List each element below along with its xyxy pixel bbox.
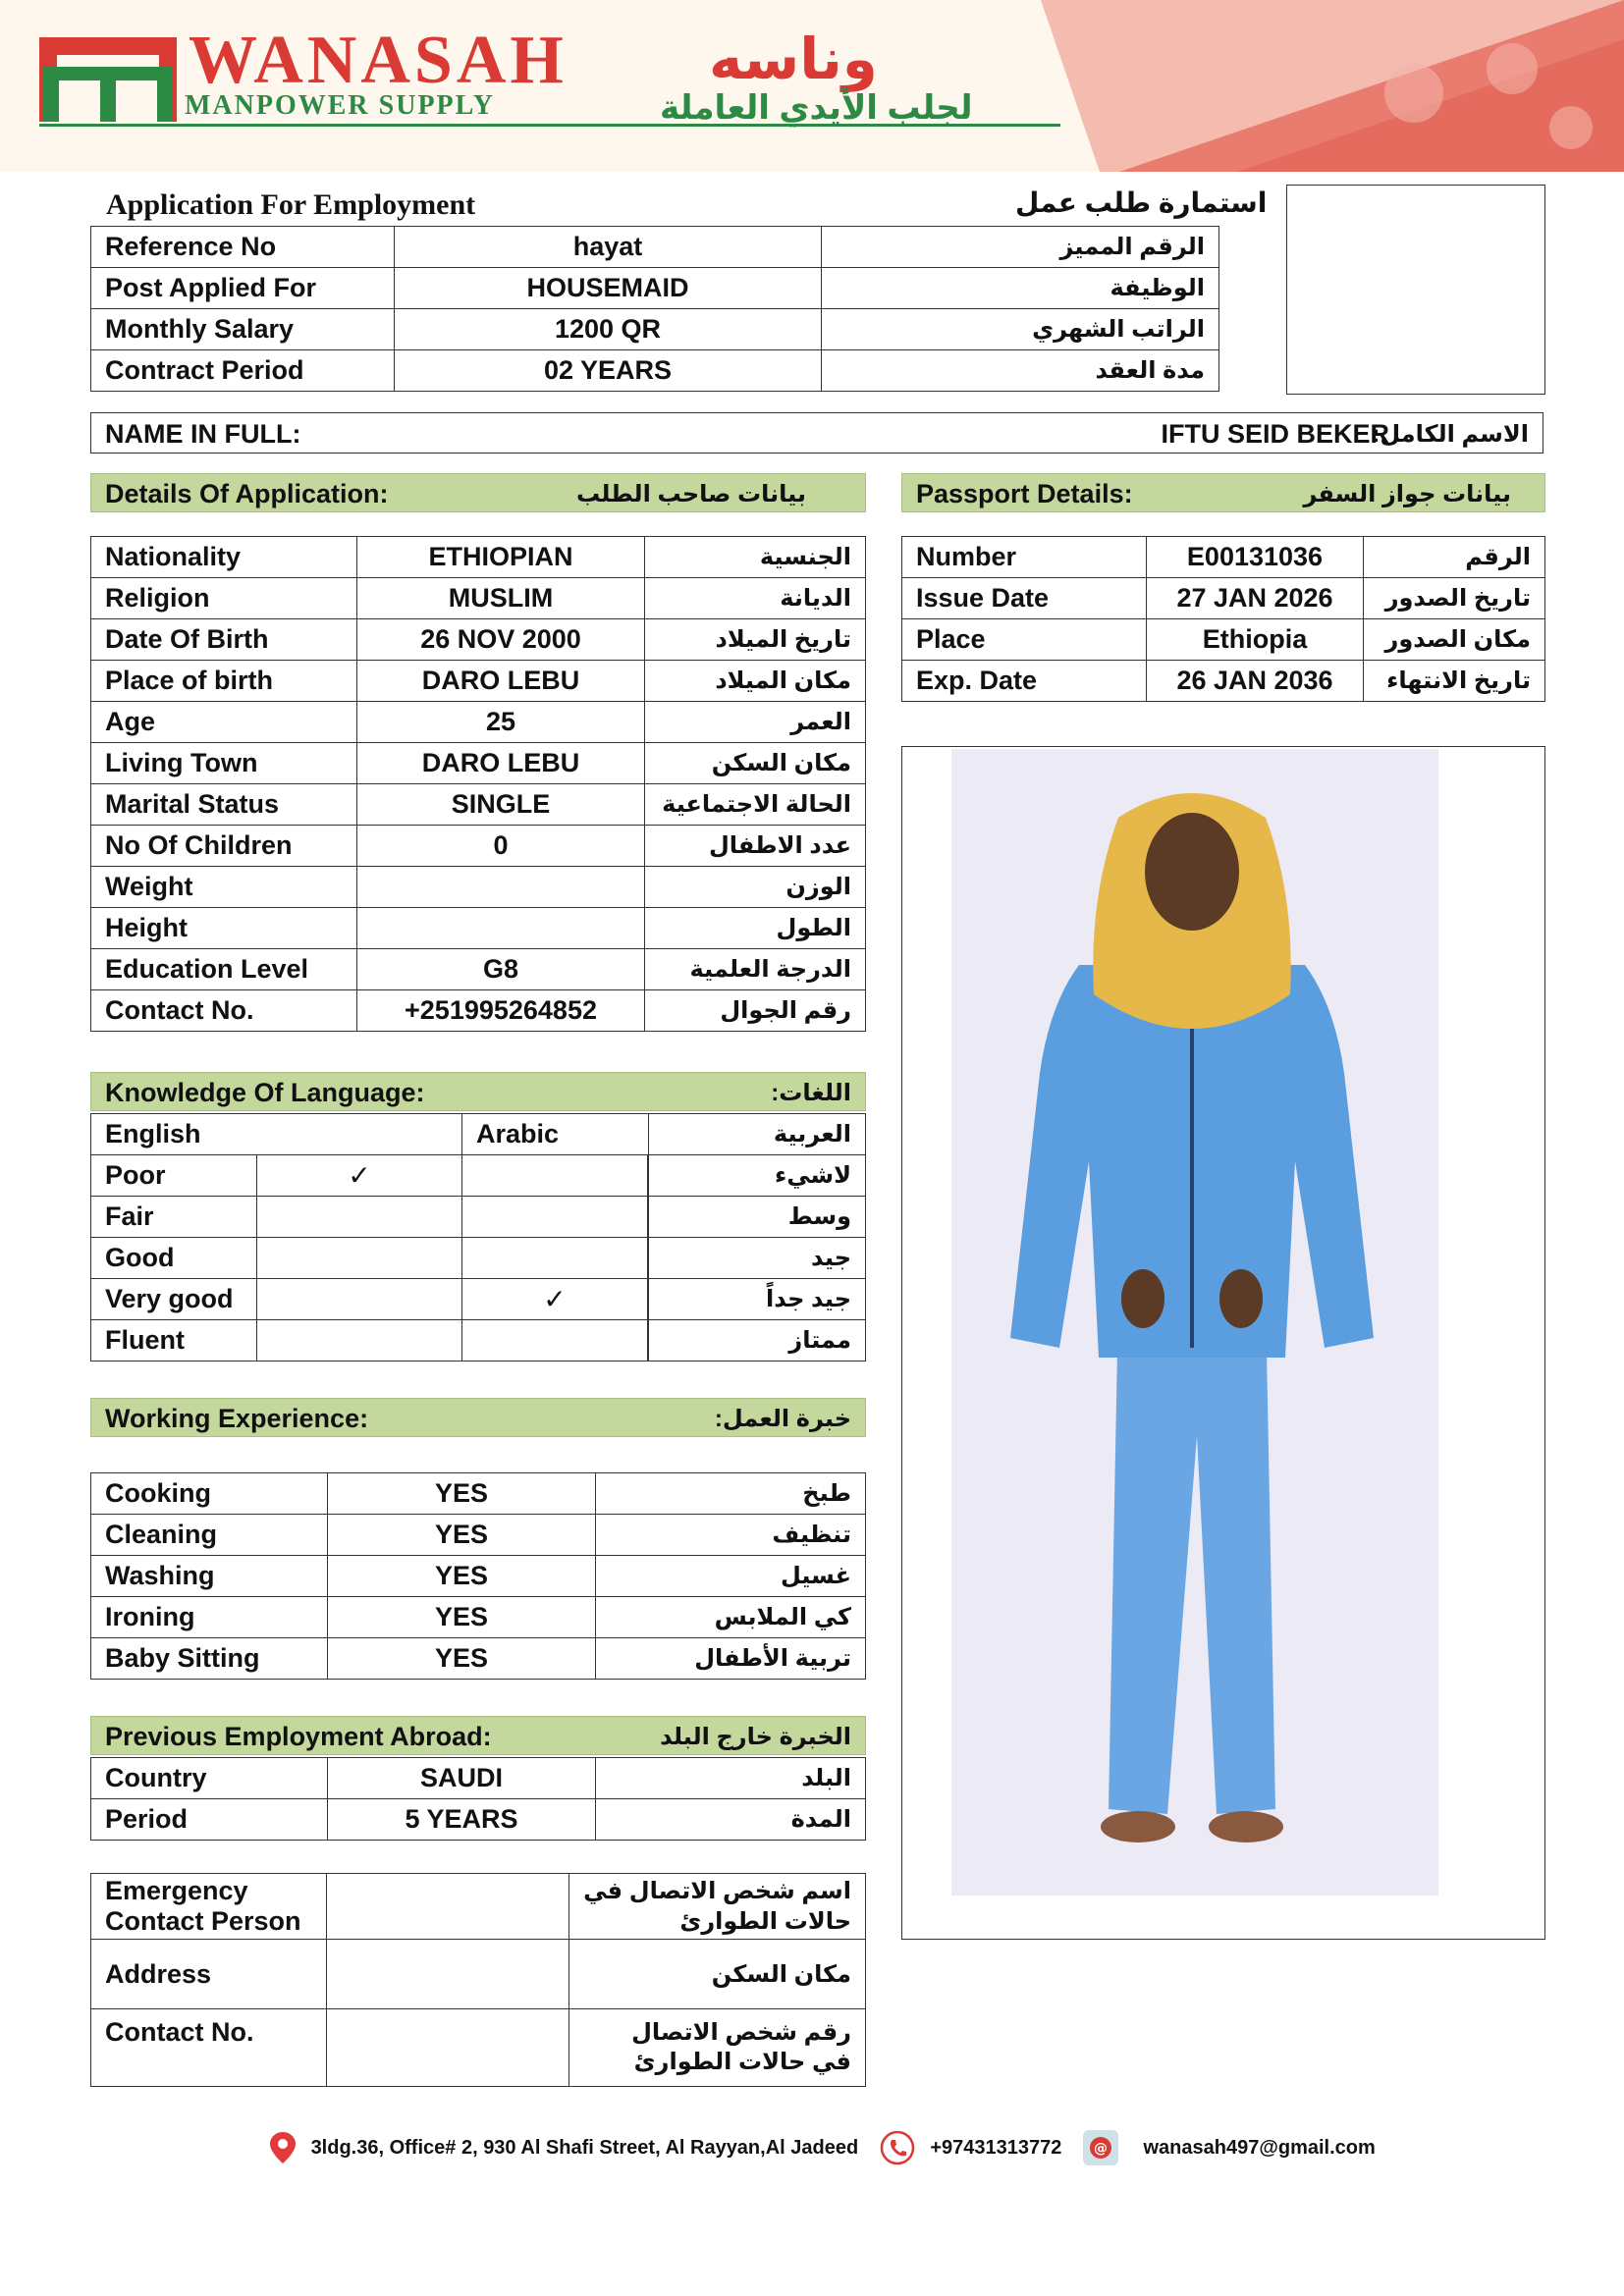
arabic-check-cell: ✓ — [462, 1279, 648, 1320]
emergency-contact-arabic-line-2: في حالات الطوارئ — [633, 2049, 851, 2075]
field-value: 5 YEARS — [328, 1799, 596, 1841]
email-icon — [1081, 2128, 1120, 2167]
field-label-arabic: مكان الصدور — [1364, 619, 1545, 661]
field-label-arabic: الطول — [645, 908, 866, 949]
details-heading — [90, 473, 866, 512]
field-label: Nationality — [91, 537, 357, 578]
level-label-arabic: لاشيء — [649, 1155, 866, 1197]
field-label: Contact No. — [91, 990, 357, 1032]
field-label: Marital Status — [91, 784, 357, 826]
level-label-arabic: جيد جداً — [649, 1279, 866, 1320]
passport-heading-arabic: بيانات جواز السفر — [1303, 481, 1511, 507]
level-label-arabic: جيد — [649, 1238, 866, 1279]
table-row — [91, 578, 866, 619]
brand-name-arabic: وناسه — [709, 27, 878, 91]
level-label: Poor — [91, 1155, 257, 1197]
footer — [270, 2128, 1376, 2167]
passport-heading-label: Passport Details: — [916, 479, 1133, 508]
table-row — [91, 702, 866, 743]
table-row — [91, 1556, 866, 1597]
emergency-contact-label: Contact No. — [91, 2009, 327, 2087]
field-value: 0 — [357, 826, 645, 867]
field-value: Ethiopia — [1147, 619, 1364, 661]
field-label: Country — [91, 1758, 328, 1799]
table-row — [91, 1279, 866, 1320]
field-value: 02 YEARS — [395, 350, 822, 392]
field-label: Place — [902, 619, 1147, 661]
level-label: Fluent — [91, 1320, 257, 1362]
emergency-value — [326, 1874, 568, 1940]
applicant-photo-box — [1286, 185, 1545, 395]
emergency-label-arabic-line-2: حالات الطوارئ — [679, 1908, 851, 1935]
arabic-check-cell — [462, 1320, 648, 1362]
level-label-arabic: وسط — [649, 1197, 866, 1238]
table-row — [91, 1238, 866, 1279]
emergency-label-line-2: Contact Person — [105, 1906, 301, 1936]
table-row — [91, 309, 1219, 350]
field-label: Date Of Birth — [91, 619, 357, 661]
address-value — [326, 1940, 568, 2009]
field-value — [357, 908, 645, 949]
level-label: Very good — [91, 1279, 257, 1320]
table-row — [91, 2009, 866, 2087]
language-heading-arabic: اللغات: — [771, 1080, 851, 1106]
address-label: Address — [91, 1940, 327, 2009]
previous-employment-heading — [90, 1716, 866, 1755]
full-name-label-arabic: الاسم الكامل: — [1372, 421, 1529, 448]
emergency-contact-value — [326, 2009, 568, 2087]
field-value: DARO LEBU — [357, 661, 645, 702]
skill-label: Cleaning — [91, 1515, 328, 1556]
table-row — [91, 908, 866, 949]
field-value: +251995264852 — [357, 990, 645, 1032]
field-label: Place of birth — [91, 661, 357, 702]
table-row — [91, 1320, 866, 1362]
field-label-arabic: الوزن — [645, 867, 866, 908]
passport-table — [901, 536, 1545, 702]
details-table — [90, 536, 866, 1032]
level-label-arabic: ممتاز — [649, 1320, 866, 1362]
skill-value: YES — [328, 1473, 596, 1515]
table-row — [91, 867, 866, 908]
field-value: hayat — [395, 227, 822, 268]
full-name-row — [90, 412, 1543, 454]
table-row — [902, 578, 1545, 619]
field-label: Age — [91, 702, 357, 743]
field-value: 26 JAN 2036 — [1147, 661, 1364, 702]
field-value: SAUDI — [328, 1758, 596, 1799]
english-check-cell — [257, 1279, 462, 1320]
field-label: No Of Children — [91, 826, 357, 867]
field-label-arabic: تاريخ الميلاد — [645, 619, 866, 661]
experience-table — [90, 1472, 866, 1680]
field-value: MUSLIM — [357, 578, 645, 619]
field-value — [357, 867, 645, 908]
language-heading-label: Knowledge Of Language: — [105, 1078, 425, 1107]
form-title-arabic: استمارة طلب عمل — [1015, 187, 1268, 218]
table-row — [91, 1799, 866, 1841]
field-label-arabic: البلد — [596, 1758, 866, 1799]
experience-heading-label: Working Experience: — [105, 1404, 369, 1433]
brand-tagline-arabic: لجلب الأيدي العاملة — [660, 89, 973, 127]
field-label: Monthly Salary — [91, 309, 395, 350]
arabic-column-header-arabic: العربية — [649, 1114, 866, 1155]
skill-value: YES — [328, 1597, 596, 1638]
field-label: Height — [91, 908, 357, 949]
field-label: Living Town — [91, 743, 357, 784]
application-table — [90, 226, 1219, 392]
level-label: Fair — [91, 1197, 257, 1238]
field-label-arabic: الراتب الشهري — [822, 309, 1219, 350]
brand-name: WANASAH — [189, 23, 568, 98]
field-label-arabic: الدرجة العلمية — [645, 949, 866, 990]
table-row — [902, 619, 1545, 661]
svg-text:@: @ — [1093, 2141, 1108, 2157]
field-label: Issue Date — [902, 578, 1147, 619]
table-row — [91, 268, 1219, 309]
emergency-label-line-1: Emergency — [105, 1876, 248, 1905]
skill-label-arabic: غسيل — [596, 1556, 866, 1597]
english-check-cell — [257, 1238, 462, 1279]
field-label: Post Applied For — [91, 268, 395, 309]
field-label: Number — [902, 537, 1147, 578]
table-row — [91, 1155, 866, 1197]
emergency-label-arabic — [569, 1874, 866, 1940]
table-row — [91, 1197, 866, 1238]
field-label: Contract Period — [91, 350, 395, 392]
applicant-full-length-photo — [951, 749, 1438, 1896]
table-row — [91, 1638, 866, 1680]
experience-heading — [90, 1398, 866, 1437]
table-row — [91, 1114, 866, 1155]
field-label: Weight — [91, 867, 357, 908]
field-value: HOUSEMAID — [395, 268, 822, 309]
skill-label-arabic: طبخ — [596, 1473, 866, 1515]
field-value: 27 JAN 2026 — [1147, 578, 1364, 619]
emergency-contact-arabic-line-1: رقم شخص الاتصال — [631, 2019, 851, 2046]
field-label: Reference No — [91, 227, 395, 268]
english-check-cell — [257, 1320, 462, 1362]
experience-heading-arabic: خبرة العمل: — [714, 1406, 851, 1432]
footer-phone: +97431313772 — [930, 2136, 1062, 2159]
field-label-arabic: الوظيفة — [822, 268, 1219, 309]
table-row — [91, 1473, 866, 1515]
header-decoration — [1041, 0, 1624, 172]
form-title: Application For Employment — [106, 188, 476, 221]
emergency-contact-table — [90, 1873, 866, 2087]
previous-employment-heading-arabic: الخبرة خارج البلد — [660, 1724, 851, 1750]
previous-employment-table — [90, 1757, 866, 1841]
phone-icon — [880, 2130, 915, 2165]
skill-label: Cooking — [91, 1473, 328, 1515]
footer-email: wanasah497@gmail.com — [1143, 2136, 1376, 2159]
arabic-check-cell — [462, 1238, 648, 1279]
arabic-column-header: Arabic — [462, 1114, 649, 1155]
skill-label: Ironing — [91, 1597, 328, 1638]
field-label-arabic: مكان السكن — [645, 743, 866, 784]
letterhead — [0, 0, 1624, 172]
field-value: DARO LEBU — [357, 743, 645, 784]
table-row — [91, 990, 866, 1032]
english-check-cell: ✓ — [257, 1155, 462, 1197]
field-label-arabic: رقم الجوال — [645, 990, 866, 1032]
address-label-arabic: مكان السكن — [569, 1940, 866, 2009]
english-column-header: English — [91, 1114, 462, 1155]
full-name-label: NAME IN FULL: — [105, 419, 301, 449]
table-row — [91, 1758, 866, 1799]
language-table — [90, 1113, 866, 1362]
passport-heading — [901, 473, 1545, 512]
details-heading-arabic: بيانات صاحب الطلب — [575, 481, 806, 507]
field-label-arabic: المدة — [596, 1799, 866, 1841]
table-row — [91, 227, 1219, 268]
field-value: 1200 QR — [395, 309, 822, 350]
field-value: 26 NOV 2000 — [357, 619, 645, 661]
previous-employment-heading-label: Previous Employment Abroad: — [105, 1722, 492, 1751]
field-label-arabic: تاريخ الانتهاء — [1364, 661, 1545, 702]
skill-label: Baby Sitting — [91, 1638, 328, 1680]
table-row — [91, 537, 866, 578]
skill-value: YES — [328, 1638, 596, 1680]
footer-address: 3ldg.36, Office# 2, 930 Al Shafi Street, Al Rayyan,Al Jadeed — [310, 2136, 859, 2159]
table-row — [902, 661, 1545, 702]
table-row — [91, 350, 1219, 392]
field-label: Exp. Date — [902, 661, 1147, 702]
table-row — [91, 826, 866, 867]
skill-label-arabic: تربية الأطفال — [596, 1638, 866, 1680]
field-label-arabic: تاريخ الصدور — [1364, 578, 1545, 619]
field-label-arabic: الجنسية — [645, 537, 866, 578]
skill-value: YES — [328, 1515, 596, 1556]
field-label-arabic: العمر — [645, 702, 866, 743]
field-label: Religion — [91, 578, 357, 619]
field-label-arabic: مدة العقد — [822, 350, 1219, 392]
table-row — [91, 743, 866, 784]
full-name-value: IFTU SEID BEKER — [1161, 419, 1389, 449]
field-label: Education Level — [91, 949, 357, 990]
table-row — [91, 1940, 866, 2009]
table-row — [91, 661, 866, 702]
field-value: E00131036 — [1147, 537, 1364, 578]
field-label-arabic: الرقم المميز — [822, 227, 1219, 268]
skill-label-arabic: تنظيف — [596, 1515, 866, 1556]
field-value: G8 — [357, 949, 645, 990]
emergency-label-arabic-line-1: اسم شخص الاتصال في — [583, 1878, 851, 1904]
level-label: Good — [91, 1238, 257, 1279]
field-label-arabic: الحالة الاجتماعية — [645, 784, 866, 826]
table-row — [91, 1515, 866, 1556]
table-row — [91, 949, 866, 990]
arabic-check-cell — [462, 1197, 648, 1238]
details-heading-label: Details Of Application: — [105, 479, 389, 508]
english-check-cell — [257, 1197, 462, 1238]
company-logo-icon — [39, 37, 177, 122]
field-label: Period — [91, 1799, 328, 1841]
arabic-check-cell — [462, 1155, 648, 1197]
field-value: 25 — [357, 702, 645, 743]
field-value: SINGLE — [357, 784, 645, 826]
skill-label-arabic: كي الملابس — [596, 1597, 866, 1638]
language-heading — [90, 1072, 866, 1111]
table-row — [902, 537, 1545, 578]
field-value: ETHIOPIAN — [357, 537, 645, 578]
field-label-arabic: مكان الميلاد — [645, 661, 866, 702]
table-row — [91, 1597, 866, 1638]
field-label-arabic: عدد الاطفال — [645, 826, 866, 867]
field-label-arabic: الديانة — [645, 578, 866, 619]
location-pin-icon — [270, 2132, 296, 2163]
table-row — [91, 784, 866, 826]
table-row — [91, 619, 866, 661]
emergency-label — [91, 1874, 327, 1940]
skill-label: Washing — [91, 1556, 328, 1597]
table-row — [91, 1874, 866, 1940]
field-label-arabic: الرقم — [1364, 537, 1545, 578]
emergency-contact-label-arabic — [569, 2009, 866, 2087]
full-length-photo-frame — [901, 746, 1545, 1940]
skill-value: YES — [328, 1556, 596, 1597]
brand-tagline: MANPOWER SUPPLY — [185, 90, 495, 121]
